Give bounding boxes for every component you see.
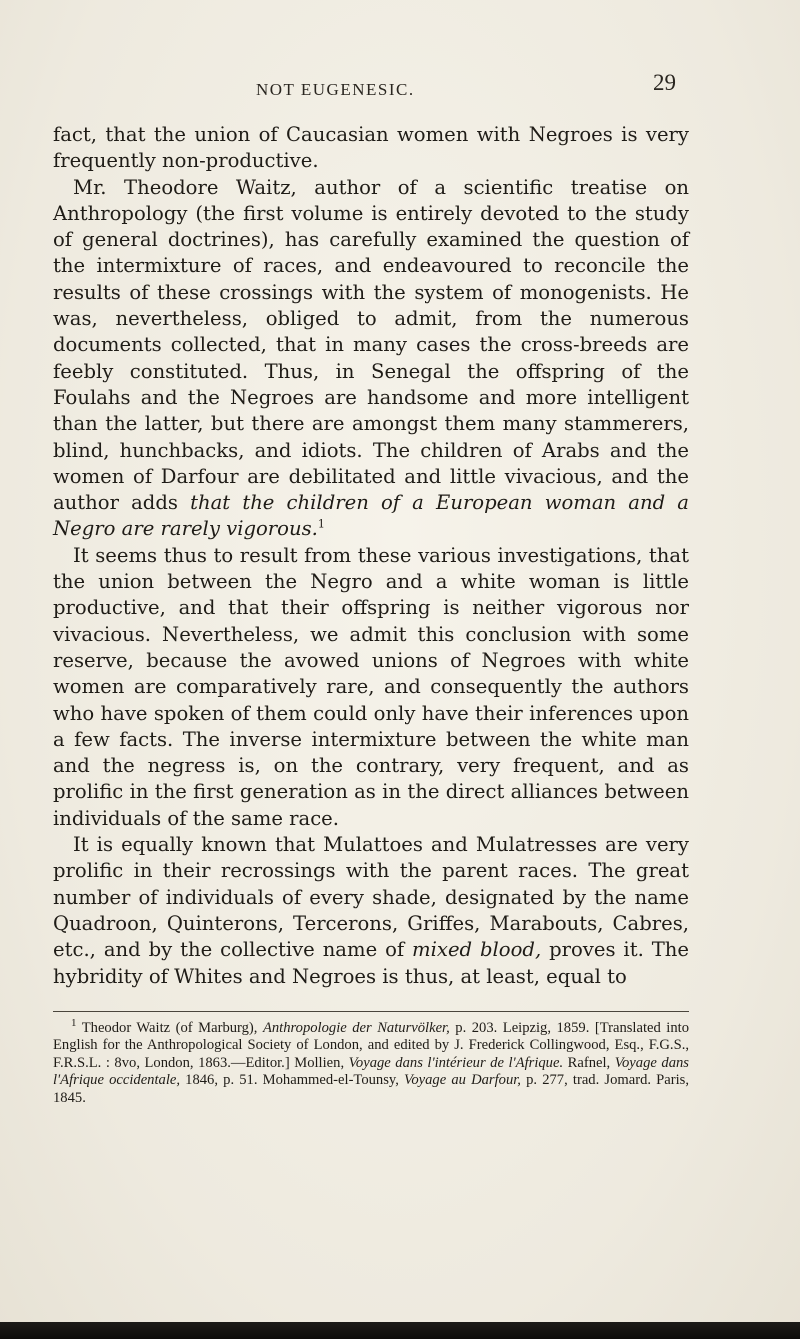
italic-quote: that the children of a European woman and a Negro are rarely vigorous. [53, 491, 689, 541]
page-header [256, 70, 676, 110]
citation-title: Anthropologie der Naturvölker, [262, 1020, 450, 1036]
citation-title: Voyage au Darfour, [404, 1072, 521, 1089]
main-text [53, 122, 689, 990]
paragraph-waitz [53, 175, 689, 543]
footnote-marker: 1 [71, 1017, 77, 1030]
page-number: 29 [653, 70, 676, 95]
scan-edge-bar [0, 1322, 800, 1339]
footnote-reference: 1 [317, 517, 325, 531]
paragraph-text: Mr. Theodore Waitz, author of a scientific treatise on Anthropology (the first volume is entirely devoted to the study of general doctrines), has carefully examined the question of the intermixture of races, and endeavoured to reconcile the results of these crossings with the system of monogenists. He was, nevertheless, obliged to admit, from the numerous documents collected, that in many cases the cross-breeds are feebly constituted. Thus, in Senegal the offspring of the Foulahs and the Negroes are handsome and more intelligent than the latter, but there are amongst them many stammerers, blind, hunchbacks, and idiots. The children of Arabs and the women of Darfour are debilitated and little vivacious, and the author adds [53, 175, 689, 515]
paragraph-text: It is equally known that Mulattoes and Mulatresses are very prolific in their recrossings with the parent races. The great number of individuals of every shade, designated by the name Quadroon, Quinterons, Tercerons, Griffes, Marabouts, Cabres, etc., and by the collective name of [53, 833, 689, 962]
paragraph-mulattoes [53, 832, 689, 990]
paragraph-text: fact, that the union of Caucasian women with Negroes is very frequently non-productive. [53, 123, 689, 173]
paragraph-text: It seems thus to result from these various investigations, that the union between the Negro and a white woman is little productive, and that their offspring is neither vigorous nor vivacious. Nevertheless, we admit this conclusion with some reserve, because the avowed unions of Negroes with white women are comparatively rare, and consequently the authors who have spoken of them could only have their inferences upon a few facts. The inverse intermixture between the white man and the negress is, on the contrary, very frequent, and as prolific in the first generation as in the direct alliances between individuals of the same race. [53, 543, 689, 830]
citation-title: Voyage dans l'intérieur de l'Afrique. [348, 1054, 564, 1071]
paragraph-investigations [53, 543, 689, 832]
footnote-text: $^1$ Theodor Waitz (of Marburg), Anthropologie der Naturvölker, p. 203. Leipzig, 1859. [Translated into English for the Anthropological Society of London, and edited by J. Frederick Collingwood, Esq., F.G.S., F.R.S.L. : 8vo, London, 1863.—Editor.] Mollien, Voyage dans l'intérieur de l'Afrique. Rafnel, Voyage dans l'Afrique occidentale, 1846, p. 51. Mohammed-el-Tounsy, Voyage au Darfour, p. 277, trad. Jomard. Paris, 1845. [53, 1017, 689, 1106]
italic-phrase: mixed blood, [412, 938, 542, 962]
footnote-divider [53, 1011, 689, 1012]
running-title: NOT EUGENESIC. [256, 80, 415, 99]
paragraph-text: proves it. The hybridity of Whites and Negroes is thus, at least, equal to [53, 938, 689, 988]
paragraph-continuation [53, 122, 689, 175]
footnote [53, 1017, 689, 1107]
citation-title: Voyage dans l'Afrique occidentale, [53, 1054, 689, 1089]
